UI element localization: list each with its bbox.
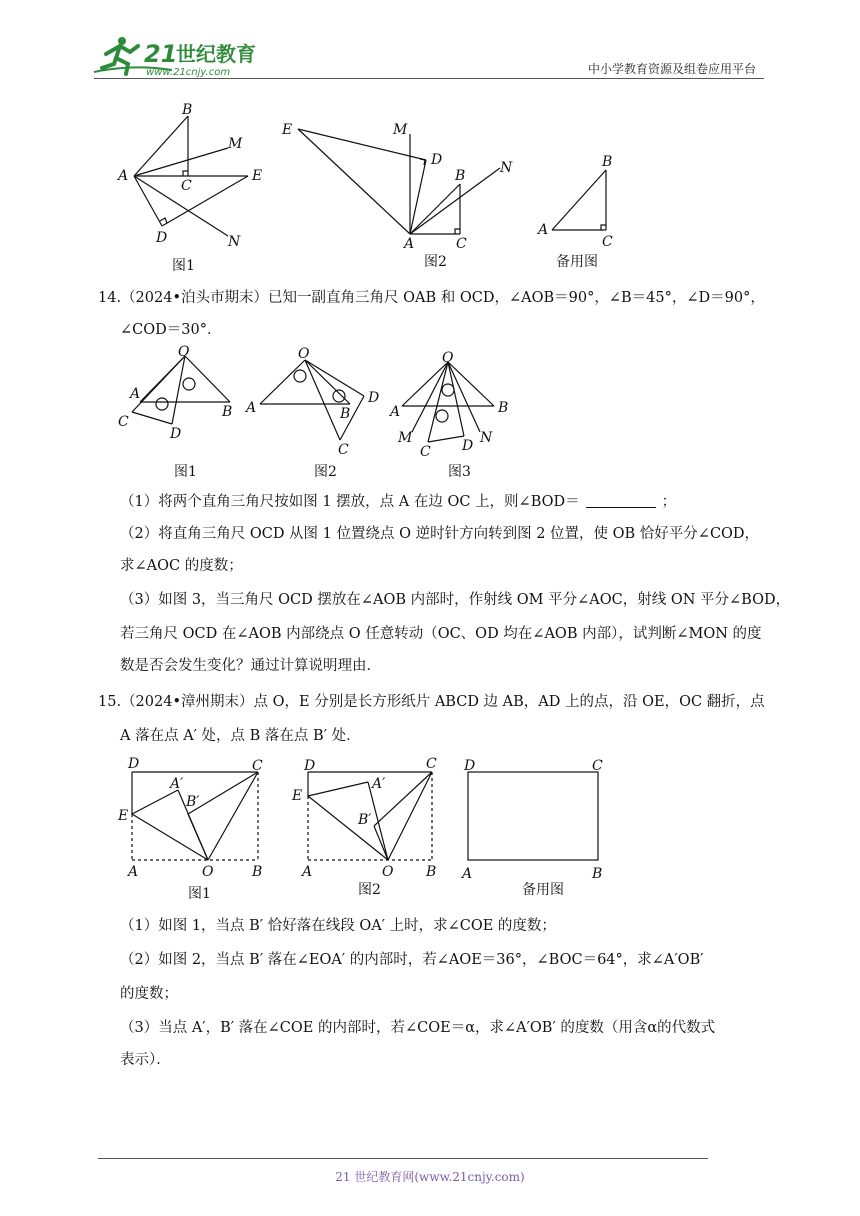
- figure-label: C: [592, 758, 603, 774]
- figure-label: O: [298, 346, 310, 362]
- answer-blank: [586, 507, 656, 508]
- figure-label: E: [292, 788, 303, 804]
- q15-part1: （1）如图 1，当点 B′ 恰好落在线段 OA′ 上时，求∠COE 的度数；: [120, 918, 556, 934]
- figure-label: N: [228, 234, 241, 250]
- q15-part2-line2: 的度数；: [120, 986, 178, 1002]
- figure-label: B′: [186, 794, 200, 810]
- q15-stem-line2: A 落在点 A′ 处，点 B 落在点 B′ 处．: [120, 728, 361, 744]
- figure-label: 世纪教育: [176, 42, 256, 66]
- figure-label: N: [480, 430, 493, 446]
- q14-part1: （1）将两个直角三角尺按如图 1 摆放，点 A 在边 OC 上，则∠BOD＝ ；: [120, 494, 677, 510]
- figure-label: M: [398, 430, 413, 446]
- figure-label: C: [420, 444, 431, 460]
- figure-label: M: [393, 122, 408, 138]
- figure-label: C: [252, 758, 263, 774]
- q15-part2-line1: （2）如图 2，当点 B′ 落在∠EOA′ 的内部时，若∠AOE＝36°，∠BOC＝64°，求∠A′OB′: [120, 952, 704, 968]
- caption-spare: 备用图: [556, 254, 598, 270]
- figure-label: A: [462, 866, 473, 882]
- figure-label: B: [455, 168, 466, 184]
- figure-label: B: [602, 154, 613, 170]
- q14-stem-line1: 14.（2024•泊头市期末）已知一副直角三角尺 OAB 和 OCD，∠AOB＝90°，∠B＝45°，∠D＝90°，: [98, 290, 765, 306]
- figure-label: A: [538, 222, 549, 238]
- figure-label: A: [246, 400, 257, 416]
- figure-label: A: [118, 168, 129, 184]
- figure-label: 图3: [448, 464, 471, 480]
- figure-label: A′: [170, 776, 184, 792]
- figure-label: C: [456, 236, 467, 252]
- figure-label: A′: [372, 776, 386, 792]
- figure-label: C: [181, 178, 192, 194]
- q14-part3-line2: 若三角尺 OCD 在∠AOB 内部绕点 O 任意转动（OC、OD 均在∠AOB 内部），试判断∠MON 的度: [120, 626, 762, 642]
- q15-part3-line1: （3）当点 A′，B′ 落在∠COE 的内部时，若∠COE＝α，求∠A′OB′ 的度数（用含α的代数式: [120, 1020, 716, 1036]
- figure-label: C: [602, 234, 613, 250]
- figure-label: B: [340, 406, 351, 422]
- figure-label: C: [338, 442, 349, 458]
- figure-label: D: [170, 426, 182, 442]
- figure-label: C: [118, 414, 129, 430]
- figure-label: A: [390, 404, 401, 420]
- figure-label: O: [442, 350, 454, 366]
- figure-label: 备用图: [522, 882, 564, 898]
- q15-figures: [112, 752, 632, 906]
- q14-part2-line1: （2）将直角三角尺 OCD 从图 1 位置绕点 O 逆时针方向转到图 2 位置，使 OB 恰好平分∠COD，: [120, 526, 760, 542]
- q15-stem-line1: 15.（2024•漳州期末）点 O，E 分别是长方形纸片 ABCD 边 AB，AD 上的点，沿 OE，OC 翻折，点: [98, 694, 765, 710]
- figure-label: B: [222, 404, 233, 420]
- q15-part3-line2: 表示）．: [120, 1052, 171, 1068]
- figure-label: D: [304, 758, 316, 774]
- figure-label: D: [462, 438, 474, 454]
- figure-label: 图1: [174, 464, 197, 480]
- figure-label: www.21cnjy.com: [146, 67, 231, 78]
- figure-label: B: [426, 864, 437, 880]
- q14-stem-line2: ∠COD＝30°．: [120, 322, 222, 338]
- figure-label: B′: [358, 812, 372, 828]
- figure-label: D: [156, 230, 168, 246]
- figure-label: B: [182, 102, 193, 118]
- figure-label: O: [178, 344, 190, 360]
- figure-label: D: [368, 390, 380, 406]
- footer-link[interactable]: 21 世纪教育网(www.21cnjy.com): [335, 1170, 525, 1184]
- q14-part3-line3: 数是否会发生变化？通过计算说明理由．: [120, 658, 381, 674]
- figure-label: A: [130, 386, 141, 402]
- figure-label: B: [252, 864, 263, 880]
- header-divider: [94, 78, 764, 79]
- figure-label: E: [252, 168, 263, 184]
- figure-label: B: [592, 866, 603, 882]
- figure-label: D: [464, 758, 476, 774]
- figure-label: O: [202, 864, 214, 880]
- q14-figures: [112, 340, 532, 480]
- figure-label: N: [500, 160, 513, 176]
- site-logo: [92, 34, 262, 78]
- runner-logo-icon: [92, 34, 262, 78]
- top-figures: [110, 96, 670, 286]
- figure-label: E: [118, 808, 129, 824]
- figure-label: 图2: [314, 464, 337, 480]
- figure-label: C: [426, 756, 437, 772]
- figure-label: A: [404, 236, 415, 252]
- figure-label: E: [282, 122, 293, 138]
- figure-label: 21: [144, 40, 178, 68]
- q14-part3-line1: （3）如图 3，当三角尺 OCD 摆放在∠AOB 内部时，作射线 OM 平分∠AOC，射线 ON 平分∠BOD，: [120, 592, 791, 608]
- figure-label: O: [382, 864, 394, 880]
- figure-label: D: [128, 756, 140, 772]
- caption-fig1: 图1: [172, 258, 195, 274]
- q14-part2-line2: 求∠AOC 的度数；: [120, 558, 243, 574]
- figure-label: 图1: [188, 886, 211, 902]
- caption-fig2: 图2: [424, 254, 447, 270]
- footer-divider: [98, 1158, 708, 1159]
- figure-label: A: [302, 864, 313, 880]
- figure-label: D: [431, 152, 443, 168]
- figure-label: A: [128, 864, 139, 880]
- figure-label: B: [498, 400, 509, 416]
- figure-label: M: [228, 136, 243, 152]
- header-platform-text: 中小学教育资源及组卷应用平台: [587, 62, 756, 76]
- figure-label: 图2: [358, 882, 381, 898]
